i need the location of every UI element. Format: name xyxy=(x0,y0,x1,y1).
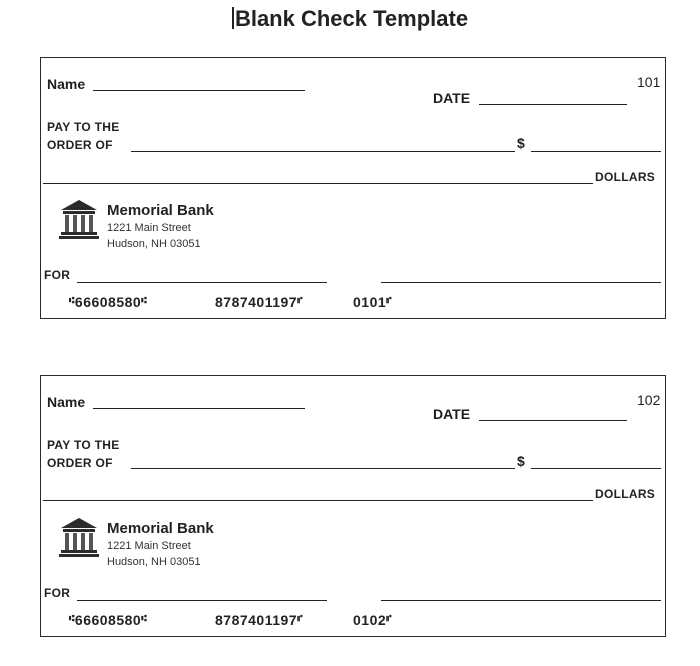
micr-transit-symbol: ⑆ xyxy=(69,613,75,623)
routing-number: 66608580 xyxy=(74,294,142,310)
bank-building-icon xyxy=(57,516,101,558)
payee-line[interactable] xyxy=(131,151,515,152)
bank-address-line1: 1221 Main Street xyxy=(107,222,191,234)
dollars-label: DOLLARS xyxy=(595,170,656,184)
micr-routing xyxy=(69,294,147,310)
for-label: FOR xyxy=(44,586,71,600)
page-title xyxy=(0,6,700,32)
check-102 xyxy=(40,375,666,637)
bank-address-line2: Hudson, NH 03051 xyxy=(107,556,201,568)
amount-box-line[interactable] xyxy=(531,151,661,152)
micr-transit-symbol: ⑆ xyxy=(69,295,75,305)
order-of-label: ORDER OF xyxy=(47,138,113,152)
micr-on-us-symbol: ⑈ xyxy=(297,295,303,305)
amount-box-line[interactable] xyxy=(531,468,661,469)
memo-line[interactable] xyxy=(77,600,327,601)
name-label: Name xyxy=(47,394,86,410)
micr-on-us-symbol: ⑈ xyxy=(297,613,303,623)
micr-check xyxy=(353,294,392,310)
order-of-label: ORDER OF xyxy=(47,456,113,470)
page-title-text: Blank Check Template xyxy=(234,6,469,31)
signature-line[interactable] xyxy=(381,600,661,601)
micr-on-us-symbol: ⑈ xyxy=(386,613,393,623)
dollar-sign: $ xyxy=(517,135,525,151)
date-line[interactable] xyxy=(479,420,627,421)
name-label: Name xyxy=(47,76,86,92)
memo-line[interactable] xyxy=(77,282,327,283)
pay-to-label: PAY TO THE xyxy=(47,438,120,452)
date-line[interactable] xyxy=(479,104,627,105)
date-label: DATE xyxy=(433,406,471,422)
micr-on-us-symbol: ⑈ xyxy=(386,295,393,305)
bank-building-icon xyxy=(57,198,101,240)
dollar-sign: $ xyxy=(517,453,525,469)
bank-address-line1: 1221 Main Street xyxy=(107,540,191,552)
name-line[interactable] xyxy=(93,90,305,91)
micr-check-number: 0101 xyxy=(353,294,387,310)
amount-words-line[interactable] xyxy=(43,500,593,501)
signature-line[interactable] xyxy=(381,282,661,283)
date-label: DATE xyxy=(433,90,471,106)
for-label: FOR xyxy=(44,268,71,282)
amount-words-line[interactable] xyxy=(43,183,593,184)
pay-to-label: PAY TO THE xyxy=(47,120,120,134)
micr-check xyxy=(353,612,392,628)
account-number: 8787401197 xyxy=(215,294,298,310)
text-cursor xyxy=(232,7,234,29)
check-number: 101 xyxy=(637,74,661,90)
payee-line[interactable] xyxy=(131,468,515,469)
micr-account xyxy=(215,612,303,628)
check-101 xyxy=(40,57,666,319)
micr-routing xyxy=(69,612,147,628)
check-number: 102 xyxy=(637,392,661,408)
micr-transit-symbol: ⑆ xyxy=(141,613,148,623)
bank-name: Memorial Bank xyxy=(107,520,214,537)
routing-number: 66608580 xyxy=(74,612,142,628)
micr-account xyxy=(215,294,303,310)
dollars-label: DOLLARS xyxy=(595,487,656,501)
account-number: 8787401197 xyxy=(215,612,298,628)
micr-check-number: 0102 xyxy=(353,612,387,628)
bank-name: Memorial Bank xyxy=(107,202,214,219)
name-line[interactable] xyxy=(93,408,305,409)
micr-transit-symbol: ⑆ xyxy=(141,295,148,305)
bank-address-line2: Hudson, NH 03051 xyxy=(107,238,201,250)
